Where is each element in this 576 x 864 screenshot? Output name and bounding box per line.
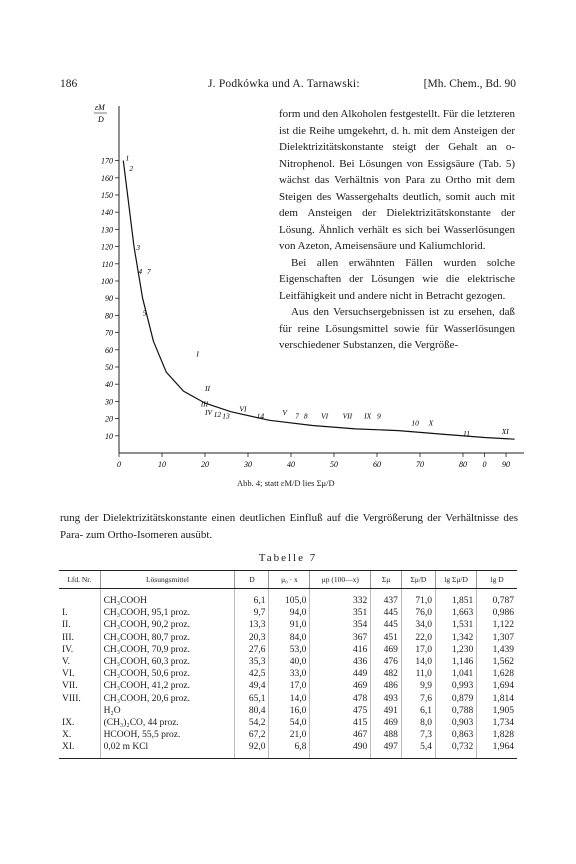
- table-cell: 1,146: [435, 656, 476, 668]
- point-label: V: [282, 408, 287, 418]
- table-cell: CH₃COOH: [100, 589, 235, 608]
- table-cell: 1,041: [435, 668, 476, 680]
- table-header-cell: μ₀ · x: [269, 571, 310, 589]
- table-cell: 0,863: [435, 729, 476, 741]
- table-cell: 17,0: [401, 644, 435, 656]
- table-cell: 7,6: [401, 693, 435, 705]
- y-axis-label: εM: [95, 103, 105, 112]
- table-row: [59, 741, 517, 758]
- table-cell: 21,0: [269, 729, 310, 741]
- table-cell: 94,0: [269, 607, 310, 619]
- point-label: 7: [146, 267, 151, 277]
- point-label: IX: [364, 411, 372, 421]
- table-cell: 14,0: [269, 693, 310, 705]
- table-cell: IX.: [62, 718, 75, 729]
- y-tick-label: 170: [101, 156, 113, 166]
- table-cell: 49,4: [235, 680, 269, 692]
- table-cell: II.: [62, 620, 71, 631]
- table-cell: H₂O: [100, 705, 235, 717]
- y-tick-label: 110: [101, 259, 113, 269]
- table-row: [59, 619, 517, 631]
- table-cell: 469: [310, 680, 371, 692]
- right-column-text: [279, 106, 515, 354]
- table-header-cell: Σμ/D: [401, 571, 435, 589]
- table-cell: III.: [62, 632, 74, 643]
- point-label: VI: [239, 404, 247, 414]
- table-cell: 415: [310, 717, 371, 729]
- point-label: IV: [205, 408, 213, 418]
- table-cell: 0,732: [435, 741, 476, 758]
- table-row: [59, 589, 517, 608]
- table-cell: 436: [310, 656, 371, 668]
- x-tick-label: 70: [416, 460, 424, 469]
- table-cell: 445: [371, 619, 402, 631]
- table-cell: CH₃COOH, 80,7 proz.: [100, 632, 235, 644]
- paragraph: form und den Alkoholen festgestellt. Für die letzteren ist die Reihe umgekehrt, d. h. mit dem Ansteigen der Dielektrizitätskonstante steigt der Gehalt an o-Nitrophenol. Bei Lösungen von Essigsäure (Tab. 5) wächst das Verhältnis von Para zu Ortho mit dem Steigen des Wassergehalts deutlich, somit auch mit dem Ansteigen der Dielektrizitätskonstante der Lösung. Ähnlich verhält es sich bei Wasserlösungen von Azeton, Ameisensäure und Kaliumchlorid.: [279, 108, 515, 252]
- y-tick-label: 160: [101, 173, 113, 183]
- table-cell: CH₃COOH, 90,2 proz.: [100, 619, 235, 631]
- table-row: [59, 693, 517, 705]
- table-row: [59, 632, 517, 644]
- table-cell: V.: [62, 657, 71, 668]
- table-cell: 367: [310, 632, 371, 644]
- table-cell: 1,122: [477, 619, 517, 631]
- table-row: [59, 680, 517, 692]
- y-tick-label: 120: [101, 242, 113, 252]
- paragraph: Aus den Versuchsergebnissen ist zu ersehen, daß für reine Lösungsmittel sowie für Wasserlösungen verschiedener Substanzen, die Vergröße-: [279, 306, 515, 351]
- table-cell: 14,0: [401, 656, 435, 668]
- table-cell: 13,3: [235, 619, 269, 631]
- table-cell: 490: [310, 741, 371, 758]
- table-cell: CH₃COOH, 60,3 proz.: [100, 656, 235, 668]
- y-tick-label: 100: [101, 277, 113, 286]
- table-cell: 80,4: [235, 705, 269, 717]
- table-header-cell: Lösungsmittel: [100, 571, 235, 589]
- y-tick-label: 40: [105, 380, 113, 390]
- table-cell: VII.: [62, 681, 78, 692]
- table-header-cell: lg Σμ/D: [435, 571, 476, 589]
- table-cell: 84,0: [269, 632, 310, 644]
- table-cell: 488: [371, 729, 402, 741]
- journal-reference: [Mh. Chem., Bd. 90: [423, 78, 516, 90]
- y-tick-label: 90: [105, 294, 113, 304]
- table-cell: 0,986: [477, 607, 517, 619]
- x-tick-label: 80: [459, 460, 467, 469]
- table-cell: 0,02 m KCl: [100, 741, 235, 758]
- table-cell: 491: [371, 705, 402, 717]
- table-cell: 71,0: [401, 589, 435, 608]
- table-row: [59, 705, 517, 717]
- table-cell: 33,0: [269, 668, 310, 680]
- table-cell: 35,3: [235, 656, 269, 668]
- table-cell: VIII.: [62, 693, 81, 704]
- table-header-cell: μp (100—x): [310, 571, 371, 589]
- x-tick-label: 30: [244, 460, 252, 469]
- table-cell: 34,0: [401, 619, 435, 631]
- table-title: Tabelle 7: [258, 552, 318, 564]
- data-table: [59, 570, 517, 759]
- y-tick-label: 50: [105, 363, 113, 372]
- table-cell: 54,0: [269, 717, 310, 729]
- point-label: VII: [342, 411, 353, 421]
- table-cell: 11,0: [401, 668, 435, 680]
- point-label: 13: [222, 411, 230, 421]
- table-header-cell: D: [235, 571, 269, 589]
- table-row: [59, 644, 517, 656]
- point-label: VI: [321, 411, 329, 421]
- point-label: 4: [138, 267, 143, 277]
- x-tick-label: 10: [158, 460, 166, 469]
- table-row: [59, 656, 517, 668]
- table-cell: 22,0: [401, 632, 435, 644]
- x-tick-label: 0: [482, 460, 487, 469]
- page-number: 186: [60, 78, 78, 90]
- table-cell: CH₃COOH, 70,9 proz.: [100, 644, 235, 656]
- table-cell: CH₃COOH, 50,6 proz.: [100, 668, 235, 680]
- table-row: [59, 607, 517, 619]
- x-tick-label: 90: [502, 460, 510, 469]
- table-cell: 1,905: [477, 705, 517, 717]
- x-tick-label: 50: [330, 460, 338, 469]
- table-header-cell: Σμ: [371, 571, 402, 589]
- table-cell: 1,694: [477, 680, 517, 692]
- y-tick-label: 80: [105, 311, 113, 321]
- table-cell: 1,439: [477, 644, 517, 656]
- table-cell: 40,0: [269, 656, 310, 668]
- table-cell: 449: [310, 668, 371, 680]
- table-cell: 1,814: [477, 693, 517, 705]
- article-authors: J. Podkówka und A. Tarnawski:: [208, 78, 360, 90]
- table-header-row: [59, 571, 517, 589]
- table-cell: [59, 589, 100, 608]
- table-cell: 1,562: [477, 656, 517, 668]
- table-cell: 354: [310, 619, 371, 631]
- table-cell: 1,828: [477, 729, 517, 741]
- table-cell: 482: [371, 668, 402, 680]
- table-header-cell: Lfd. Nr.: [59, 571, 100, 589]
- point-label: 12: [213, 409, 222, 419]
- point-label: 14: [256, 411, 265, 421]
- table-cell: 1,964: [477, 741, 517, 758]
- table-cell: 1,531: [435, 619, 476, 631]
- table-cell: 0,993: [435, 680, 476, 692]
- table-cell: 1,628: [477, 668, 517, 680]
- point-label: 2: [129, 163, 134, 173]
- point-label: 3: [136, 243, 140, 253]
- table-row: [59, 717, 517, 729]
- table-cell: 467: [310, 729, 371, 741]
- continuation-paragraph: rung der Dielektrizitätskonstante einen deutlichen Einfluß auf die Vergrößerung der Verhältnisse des Para- zum Ortho-Isomeren ausübt.: [60, 512, 518, 541]
- table-cell: 91,0: [269, 619, 310, 631]
- table-cell: VI.: [62, 669, 75, 680]
- table-cell: 469: [371, 717, 402, 729]
- table-cell: 1,307: [477, 632, 517, 644]
- y-tick-label: 30: [105, 397, 113, 407]
- table-cell: 476: [371, 656, 402, 668]
- table-cell: 478: [310, 693, 371, 705]
- table-cell: 1,342: [435, 632, 476, 644]
- table-cell: 475: [310, 705, 371, 717]
- point-label: 11: [463, 428, 470, 438]
- table-cell: 7,3: [401, 729, 435, 741]
- point-label: XI: [501, 427, 509, 437]
- table-cell: CH₃COOH, 95,1 proz.: [100, 607, 235, 619]
- table-cell: 76,0: [401, 607, 435, 619]
- y-tick-label: 60: [105, 345, 113, 355]
- table-cell: 105,0: [269, 589, 310, 608]
- table-cell: 486: [371, 680, 402, 692]
- table-cell: XI.: [59, 741, 100, 758]
- table-cell: 92,0: [235, 741, 269, 758]
- table-row: [59, 668, 517, 680]
- y-tick-label: 10: [105, 431, 113, 441]
- table-cell: 53,0: [269, 644, 310, 656]
- table-cell: 1,230: [435, 644, 476, 656]
- y-tick-label: 150: [101, 191, 113, 200]
- table-cell: 17,0: [269, 680, 310, 692]
- table-cell: 1,851: [435, 589, 476, 608]
- table-cell: 469: [371, 644, 402, 656]
- table-cell: 54,2: [235, 717, 269, 729]
- y-tick-label: 70: [105, 328, 113, 338]
- table-cell: 1,734: [477, 717, 517, 729]
- table-cell: 8,0: [401, 717, 435, 729]
- table-cell: 437: [371, 589, 402, 608]
- table-cell: CH₃COOH, 41,2 proz.: [100, 680, 235, 692]
- table-cell: 351: [310, 607, 371, 619]
- table-cell: 416: [310, 644, 371, 656]
- x-tick-label: 20: [201, 460, 209, 469]
- table-row: [59, 729, 517, 741]
- table-cell: 6,1: [235, 589, 269, 608]
- table-cell: HCOOH, 55,5 proz.: [100, 729, 235, 741]
- point-label: X: [428, 418, 434, 428]
- table-cell: [59, 705, 100, 717]
- point-label: III: [200, 399, 209, 409]
- figure-caption: Abb. 4; statt εM/D lies Σμ/D: [237, 478, 335, 488]
- point-label: 8: [303, 411, 308, 421]
- table-header-cell: lg D: [477, 571, 517, 589]
- table-cell: IV.: [62, 644, 74, 655]
- y-tick-label: 130: [101, 225, 113, 235]
- table-cell: 445: [371, 607, 402, 619]
- table-cell: 332: [310, 589, 371, 608]
- x-tick-label: 60: [373, 460, 381, 469]
- table-cell: 9,7: [235, 607, 269, 619]
- x-tick-label: 0: [117, 460, 121, 469]
- point-label: 10: [411, 418, 419, 428]
- table-cell: 20,3: [235, 632, 269, 644]
- y-tick-label: 140: [101, 208, 113, 218]
- table-cell: 65,1: [235, 693, 269, 705]
- point-label: 5: [142, 308, 147, 318]
- point-label: I: [196, 349, 199, 359]
- table-cell: 16,0: [269, 705, 310, 717]
- table-cell: 451: [371, 632, 402, 644]
- table-cell: X.: [62, 730, 72, 741]
- y-axis-label-denominator: D: [98, 115, 104, 124]
- table-cell: 0,787: [477, 589, 517, 608]
- table-cell: 9,9: [401, 680, 435, 692]
- table-cell: 493: [371, 693, 402, 705]
- paragraph: Bei allen erwähnten Fällen wurden solche Eigenschaften der Lösungen wie die elektrische Leitfähigkeit und andere nicht in Betracht gezogen.: [279, 256, 515, 302]
- table-cell: 6,8: [269, 741, 310, 758]
- table-cell: 0,903: [435, 717, 476, 729]
- table-cell: 67,2: [235, 729, 269, 741]
- table-cell: 497: [371, 741, 402, 758]
- point-label: 7: [295, 411, 300, 421]
- table-cell: 6,1: [401, 705, 435, 717]
- x-tick-label: 40: [287, 460, 295, 469]
- point-label: 9: [377, 411, 381, 421]
- table-cell: 5,4: [401, 741, 435, 758]
- table-cell: 1,663: [435, 607, 476, 619]
- running-header: [60, 78, 516, 94]
- point-label: 1: [125, 153, 130, 163]
- table-cell: 0,788: [435, 705, 476, 717]
- table-cell: 27,6: [235, 644, 269, 656]
- table-cell: (CH₃)₂CO, 44 proz.: [100, 717, 235, 729]
- table-cell: CH₃COOH, 20,6 proz.: [100, 693, 235, 705]
- table-cell: 42,5: [235, 668, 269, 680]
- table-cell: I.: [62, 608, 68, 619]
- table-cell: 0,879: [435, 693, 476, 705]
- point-label: II: [205, 384, 210, 394]
- y-tick-label: 20: [105, 414, 113, 424]
